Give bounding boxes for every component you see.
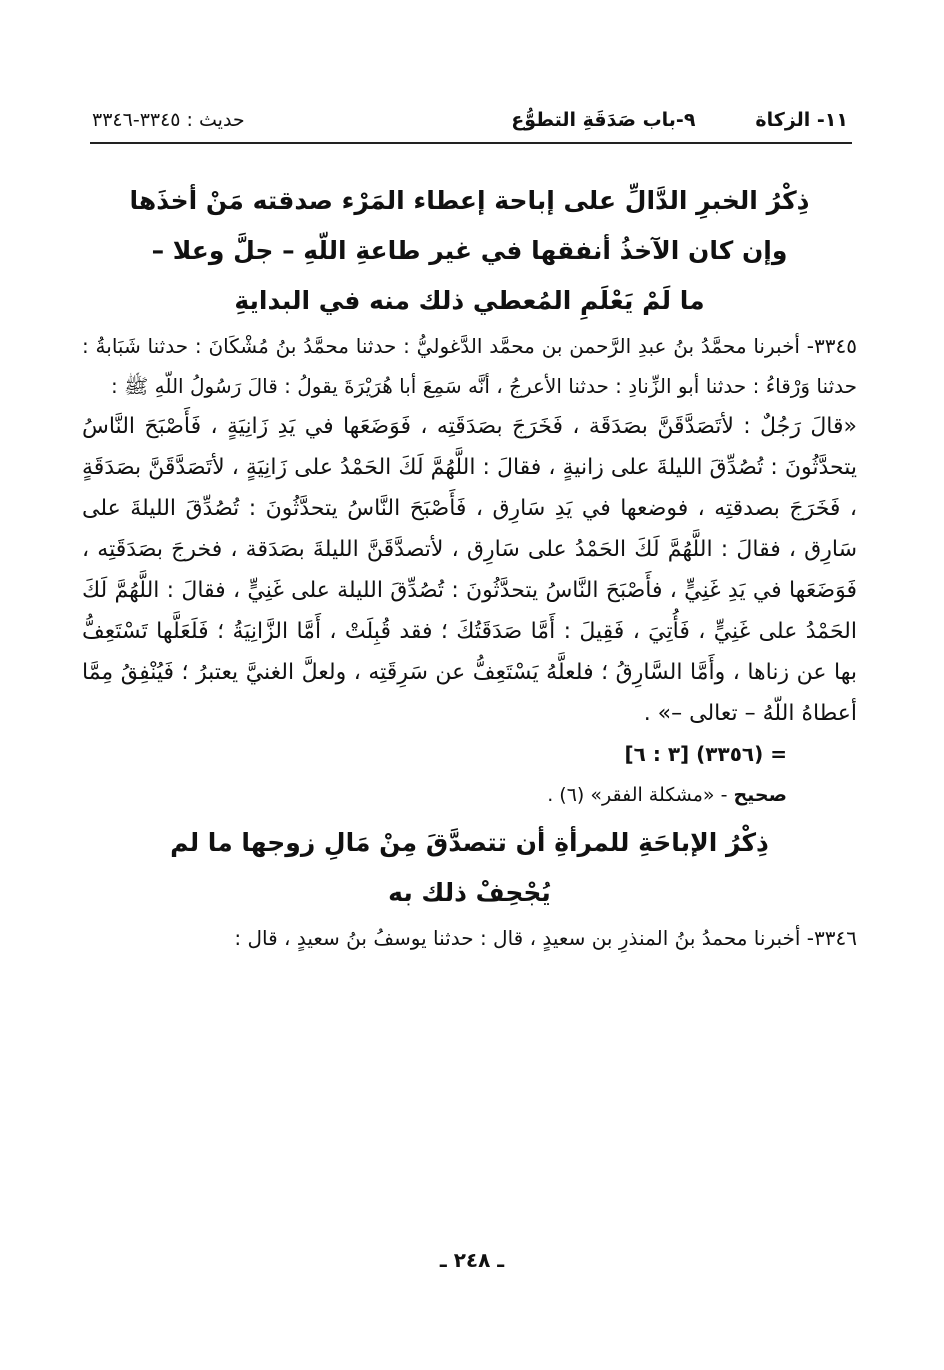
section-heading [82, 176, 857, 326]
hadith-chain: ٣٣٤٦- أخبرنا محمدُ بنُ المنذرِ بن سعيدٍ ، قال : حدثنا يوسفُ بنُ سعيدٍ ، قال : [234, 926, 857, 950]
grade-source: - «مشكلة الفقر» (٦) . [547, 784, 728, 806]
section-heading [82, 818, 857, 918]
grade-label: صحيح [733, 784, 787, 806]
heading-line: وإن كان الآخذُ أنفقها في غير طاعةِ اللّهِ – جلَّ وعلا – [151, 236, 788, 265]
heading-line: يُجْحِفْ ذلك به [388, 878, 551, 907]
header-divider [90, 142, 852, 144]
heading-line: ما لَمْ يَعْلَمِ المُعطي ذلك منه في البدايةِ [234, 286, 705, 315]
hadith-text: «قالَ رَجُلٌ : لأتَصَدَّقَنَّ بصَدَقَة ، فَخَرَجَ بصَدَقَتِه ، فَوَضَعَها في يَدِ زَانِيَةٍ ، فَأَصْبَحَ النَّاسُ يتحدَّثُونَ : تُصُدِّقَ الليلةَ على زانيةٍ ، فقالَ : اللَّهُمَّ لَكَ الحَمْدُ على زَانِيَةٍ ، لأتَصَدَّقَنَّ بصَدَقَةٍ ، فَخَرَجَ بصدقتِه ، فوضعها في يَدِ سَارِق ، فَأَصْبَحَ النَّاسُ يتحدَّثُونَ : تُصُدِّقَ الليلةَ على سَارِق ، فقالَ : اللَّهُمَّ لَكَ الحَمْدُ على سَارِق ، لأتصدَّقَنَّ الليلةَ بصَدَقة ، فخرجَ بصَدَقَتِه ، فَوَضَعَها في يَدِ غَنِيٍّ ، فأَصْبَحَ النَّاسُ يتحدَّثُونَ : تُصُدِّقَ الليلة على غَنِيٍّ ، فقالَ : اللَّهُمَّ لَكَ الحَمْدُ على غَنِيٍّ ، فَأُتِيَ ، فَقِيلَ : أَمَّا صَدَقَتُكَ ؛ فقد قُبِلَتْ ، أَمَّا الزَّانِيَةُ ؛ فَلَعَلَّها تَسْتَعِفُّ بها عن زناها ، وأَمَّا السَّارِقُ ؛ فلعلَّهُ يَسْتَعِفُّ عن سَرِقَتِه ، ولعلَّ الغنيَّ يعتبرُ ؛ فَيُنْفِقُ مِمَّا أعطاهُ اللّهُ – تعالى –» . [82, 414, 857, 726]
hadith-grade [82, 774, 857, 816]
cross-reference: = (٣٣٥٦) [٣ : ٦] [624, 742, 787, 766]
heading-line: ذِكْرُ الخبرِ الدَّالِّ على إباحة إعطاء المَرْء صدقته مَنْ أخذَها [129, 186, 810, 215]
hadith-range: حديث : ٣٣٤٥-٣٣٤٦ [92, 109, 245, 131]
running-header [92, 102, 848, 138]
heading-line: ذِكْرُ الإباحَةِ للمرأةِ أن تتصدَّقَ مِنْ مَالِ زوجها ما لم [170, 828, 769, 857]
page-content [82, 176, 857, 958]
page-number: ـ ٢٤٨ ـ [439, 1248, 505, 1272]
book-chapter-title: ١١- الزكاة [755, 109, 848, 131]
hadith-chain: ٣٣٤٥- أخبرنا محمَّدُ بنُ عبدِ الرَّحمن بن محمَّد الدَّغوليُّ : حدثنا محمَّدُ بنُ مُشْكَانَ : حدثنا شَبَابةُ : حدثنا وَرْقاءُ : حدثنا أبو الزِّنادِ : حدثنا الأعرجُ ، أنَّه سَمِعَ أبا هُرَيْرَةَ يقولُ : قالَ رَسُولُ اللّهِ ﷺ : [82, 334, 857, 398]
sub-chapter-title: ٩-باب صَدَقَةِ التطوُّع [511, 109, 696, 131]
